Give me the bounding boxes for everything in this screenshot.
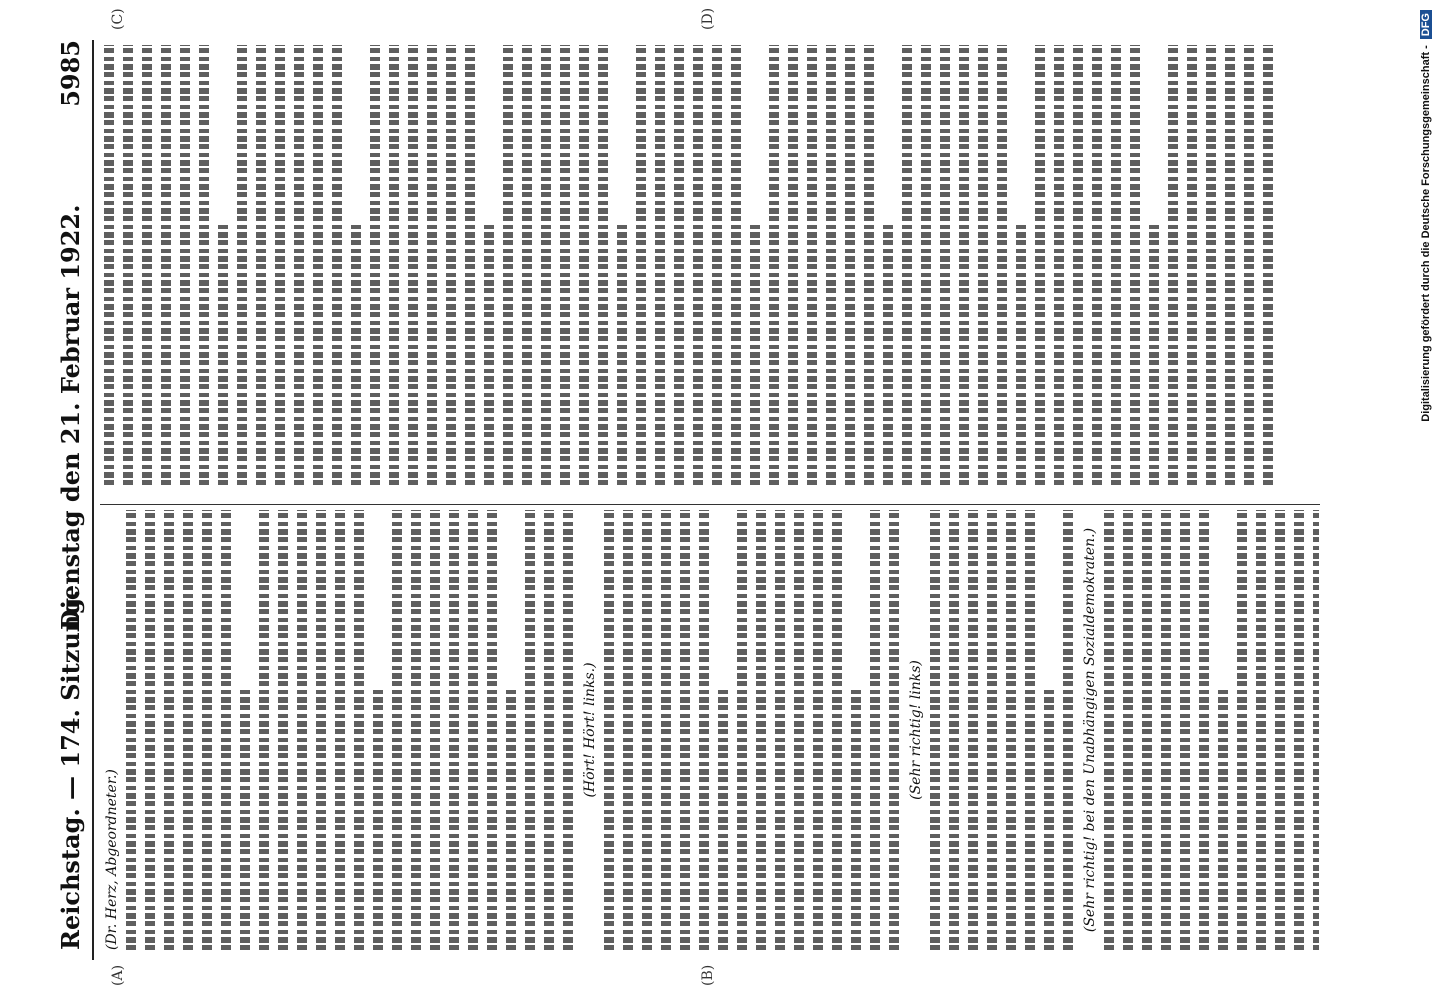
text-block — [1104, 510, 1319, 950]
text-line — [221, 510, 231, 950]
text-block — [930, 510, 1073, 950]
text-line — [1123, 510, 1133, 950]
text-line — [788, 45, 798, 485]
text-block — [104, 45, 1273, 485]
text-line — [1294, 510, 1304, 950]
text-line — [392, 510, 402, 950]
text-line — [750, 221, 760, 485]
speaker-label: (Dr. Herz, Abgeordneter.) — [104, 769, 120, 950]
text-line — [465, 45, 475, 485]
text-line — [623, 510, 633, 950]
text-line — [468, 510, 478, 950]
text-line — [1225, 45, 1235, 485]
text-line — [959, 45, 969, 485]
text-line — [354, 510, 364, 950]
text-line — [1263, 45, 1273, 485]
text-line — [1044, 686, 1054, 950]
text-line — [845, 45, 855, 485]
right-column — [104, 45, 1319, 485]
text-line — [987, 510, 997, 950]
text-line — [297, 510, 307, 950]
text-line — [604, 510, 614, 950]
text-line — [256, 45, 266, 485]
column-divider — [100, 504, 1320, 505]
text-line — [506, 686, 516, 950]
text-line — [1244, 45, 1254, 485]
text-line — [889, 510, 899, 950]
text-line — [316, 510, 326, 950]
text-line — [487, 510, 497, 950]
text-line — [921, 45, 931, 485]
text-line — [1035, 45, 1045, 485]
text-line — [579, 45, 589, 485]
text-line — [1275, 510, 1285, 950]
margin-marker-c: (C) — [110, 8, 126, 30]
text-line — [446, 45, 456, 485]
left-column — [104, 510, 1319, 950]
text-line — [126, 510, 136, 950]
text-block — [126, 510, 573, 950]
text-line — [807, 45, 817, 485]
text-line — [1149, 221, 1159, 485]
interjection-2: (Sehr richtig! links) — [908, 660, 924, 800]
text-line — [183, 510, 193, 950]
text-line — [769, 45, 779, 485]
text-line — [949, 510, 959, 950]
text-line — [693, 45, 703, 485]
text-line — [1206, 45, 1216, 485]
interjection-1: (Hört! Hört! links.) — [582, 662, 598, 798]
text-line — [142, 45, 152, 485]
header-date: Dienstag den 21. Februar 1922. — [56, 204, 85, 630]
text-line — [1218, 686, 1228, 950]
text-line — [522, 45, 532, 485]
text-line — [218, 221, 228, 485]
text-line — [864, 45, 874, 485]
text-line — [313, 45, 323, 485]
text-line — [832, 510, 842, 950]
text-line — [883, 221, 893, 485]
text-line — [775, 510, 785, 950]
text-line — [737, 510, 747, 950]
text-line — [1006, 510, 1016, 950]
text-line — [541, 45, 551, 485]
text-line — [1054, 45, 1064, 485]
text-line — [202, 510, 212, 950]
text-line — [1187, 45, 1197, 485]
text-line — [430, 510, 440, 950]
text-line — [161, 45, 171, 485]
margin-marker-a: (A) — [110, 964, 126, 986]
text-line — [731, 45, 741, 485]
text-line — [1237, 510, 1247, 950]
text-line — [237, 45, 247, 485]
text-line — [1313, 510, 1319, 950]
text-line — [940, 45, 950, 485]
text-line — [449, 510, 459, 950]
page-number: 5985 — [56, 40, 85, 107]
margin-marker-d: (D) — [700, 7, 716, 30]
text-line — [180, 45, 190, 485]
text-line — [1161, 510, 1171, 950]
text-line — [563, 510, 573, 950]
text-line — [997, 45, 1007, 485]
header-left: Reichstag. — 174. Sitzung. — [56, 589, 85, 950]
text-line — [718, 686, 728, 950]
text-line — [145, 510, 155, 950]
text-line — [389, 45, 399, 485]
text-line — [259, 510, 269, 950]
text-line — [560, 45, 570, 485]
text-line — [826, 45, 836, 485]
text-line — [373, 686, 383, 950]
text-line — [636, 45, 646, 485]
text-line — [870, 510, 880, 950]
text-line — [335, 510, 345, 950]
text-line — [1063, 510, 1073, 950]
dfg-logo: DFG — [1420, 10, 1432, 39]
text-line — [598, 45, 608, 485]
text-line — [104, 45, 114, 485]
text-line — [503, 45, 513, 485]
text-line — [240, 686, 250, 950]
text-line — [525, 510, 535, 950]
text-line — [294, 45, 304, 485]
text-line — [544, 510, 554, 950]
text-line — [164, 510, 174, 950]
text-line — [370, 45, 380, 485]
page-header — [56, 40, 86, 960]
text-line — [617, 221, 627, 485]
margin-marker-b: (B) — [700, 964, 716, 986]
text-line — [978, 45, 988, 485]
text-line — [851, 686, 861, 950]
text-line — [794, 510, 804, 950]
text-line — [1180, 510, 1190, 950]
text-line — [1111, 45, 1121, 485]
text-line — [1168, 45, 1178, 485]
text-line — [712, 45, 722, 485]
credit-text: Digitalisierung gefördert durch die Deutsche Forschungsgemeinschaft - — [1420, 45, 1432, 422]
text-line — [661, 510, 671, 950]
text-line — [756, 510, 766, 950]
text-line — [427, 45, 437, 485]
text-line — [655, 45, 665, 485]
text-line — [968, 510, 978, 950]
text-line — [278, 510, 288, 950]
text-line — [199, 45, 209, 485]
text-line — [902, 45, 912, 485]
text-line — [1073, 45, 1083, 485]
text-line — [642, 510, 652, 950]
interjection-3: (Sehr richtig! bei den Unabhängigen Sozialdemokraten.) — [1082, 527, 1098, 933]
digitization-credit — [1418, 0, 1434, 1000]
text-line — [674, 45, 684, 485]
text-line — [123, 45, 133, 485]
text-line — [1199, 510, 1209, 950]
text-line — [813, 510, 823, 950]
text-line — [1104, 510, 1114, 950]
header-rule — [92, 40, 94, 960]
text-line — [275, 45, 285, 485]
text-line — [1256, 510, 1266, 950]
text-line — [1142, 510, 1152, 950]
text-line — [332, 45, 342, 485]
text-line — [408, 45, 418, 485]
text-line — [1016, 221, 1026, 485]
text-line — [1130, 45, 1140, 485]
text-line — [484, 221, 494, 485]
text-line — [411, 510, 421, 950]
text-line — [1092, 45, 1102, 485]
text-line — [1025, 510, 1035, 950]
text-line — [930, 510, 940, 950]
text-block — [604, 510, 899, 950]
text-line — [699, 510, 709, 950]
text-line — [680, 510, 690, 950]
text-line — [351, 221, 361, 485]
